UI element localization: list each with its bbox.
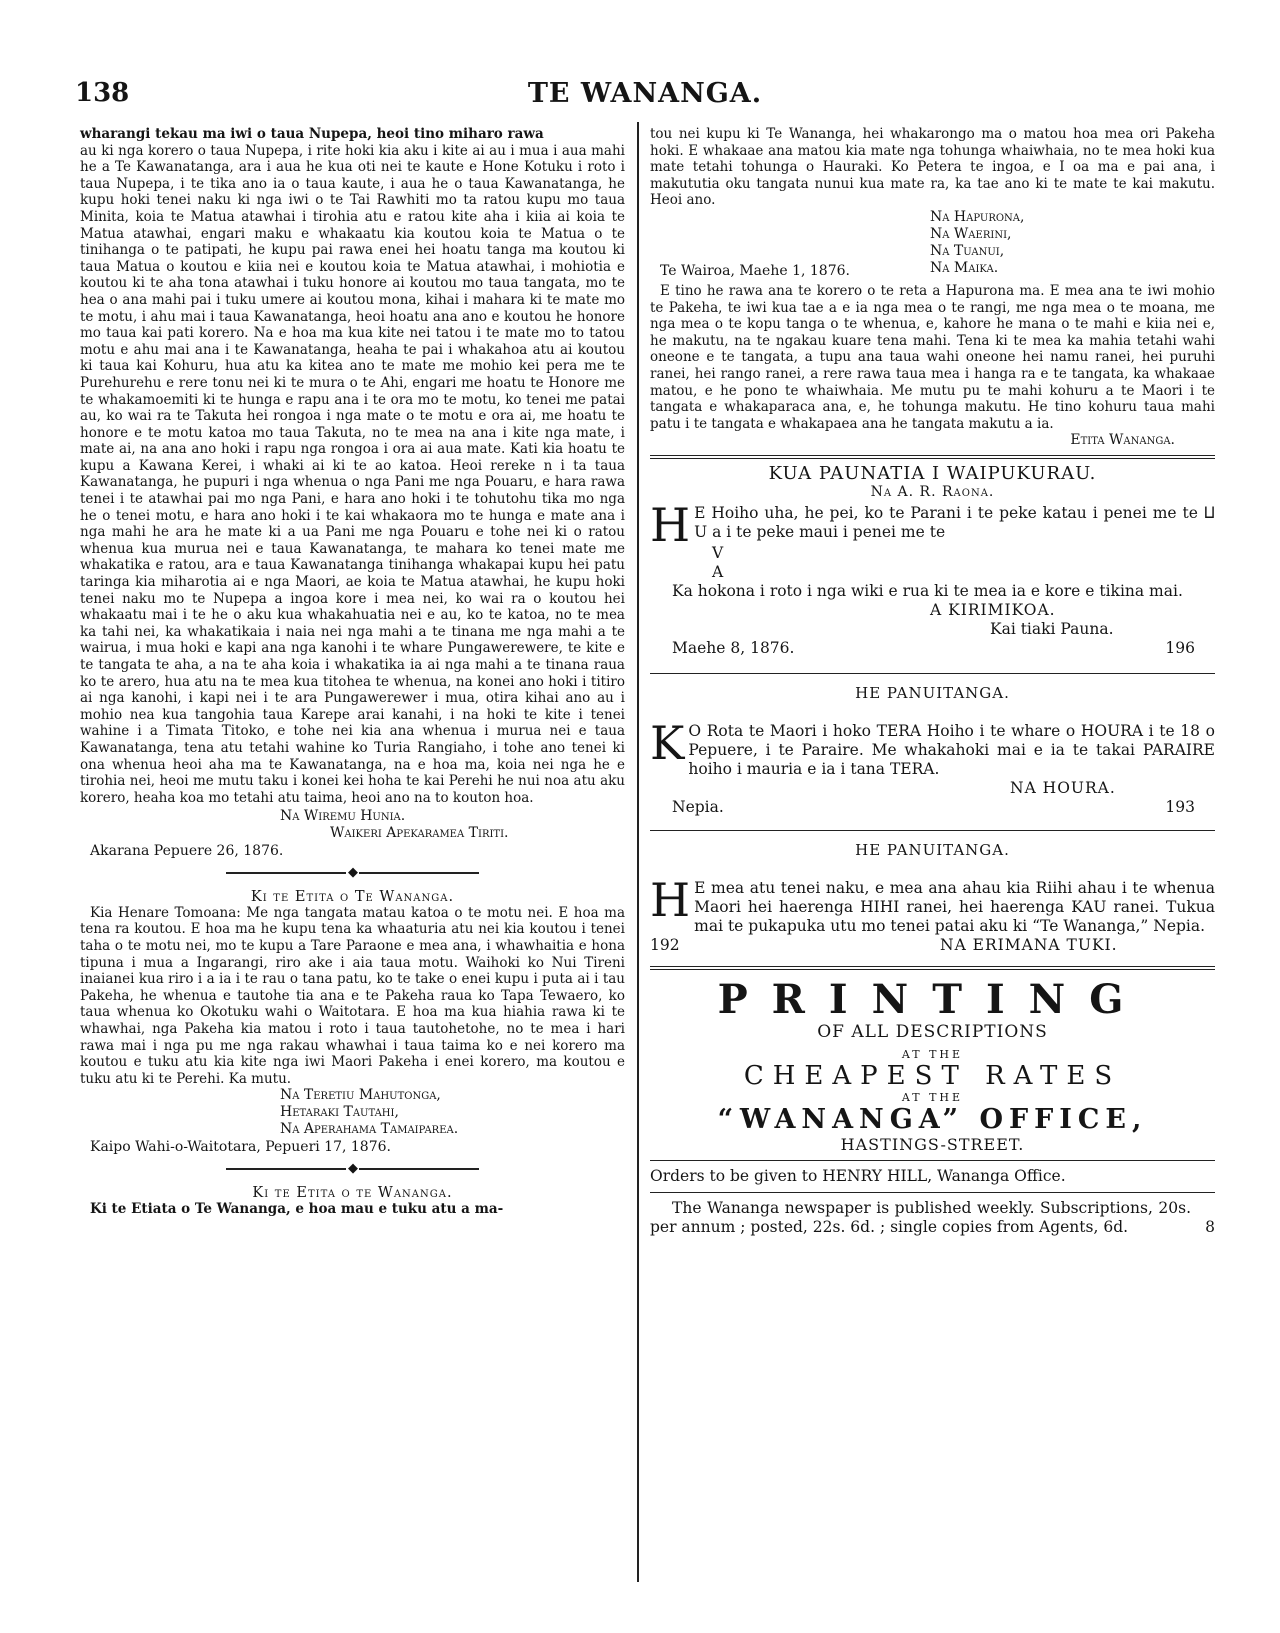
- subscription-notice: The Wananga newspaper is published weekly. Subscriptions, 20s. per annum ; posted, 22s. 6d. ; single copies from Agents, 6d.: [650, 1199, 1191, 1237]
- pound-notice: [650, 463, 1215, 663]
- pound-notice-text: Ka hokona i roto i nga wiki e rua ki te mea ia e kore e tikina mai.: [672, 582, 1183, 601]
- pound-notice-date: Maehe 8, 1876.: [672, 639, 795, 658]
- letter2-signature: Na Aperahama Tamaiparea.: [280, 1121, 459, 1138]
- letter1-first-line: wharangi tekau ma iwi o taua Nupepa, heoi tino miharo rawa: [80, 126, 544, 142]
- letter3-body: Ki te Etiata o Te Wananga, e hoa mau e tuku atu a ma-: [90, 1200, 504, 1217]
- ad-number: 8: [1205, 1218, 1215, 1237]
- pound-notice-role: Kai tiaki Pauna.: [990, 620, 1114, 639]
- printing-advertisement: [650, 978, 1215, 1237]
- notice-title: HE PANUITANGA.: [855, 841, 1010, 860]
- notice-houra: [650, 684, 1215, 820]
- letter3-signature: Na Maika.: [930, 259, 999, 276]
- left-column: [80, 126, 625, 1217]
- printing-orders: Orders to be given to HENRY HILL, Wananga Office.: [650, 1167, 1066, 1186]
- drop-cap: H: [650, 873, 691, 928]
- notice-footer: [650, 936, 1215, 958]
- pound-notice-signer: A KIRIMIKOA.: [930, 601, 1056, 620]
- page-number: 138: [75, 78, 130, 108]
- printing-line: HASTINGS-STREET.: [840, 1135, 1025, 1155]
- printing-title: PRINTING: [717, 976, 1148, 1024]
- printing-line: OF ALL DESCRIPTIONS: [817, 1022, 1048, 1043]
- section-rule: [650, 966, 1215, 970]
- section-rule: [650, 455, 1215, 459]
- section-rule: [650, 1192, 1215, 1193]
- section-rule: [650, 830, 1215, 831]
- column-divider: [637, 122, 639, 1582]
- pound-notice-byline: Na A. R. Raona.: [870, 484, 995, 501]
- ad-number: 192: [650, 936, 680, 955]
- section-rule: [650, 1160, 1215, 1161]
- letter2-signature: Hetaraki Tautahi,: [280, 1104, 399, 1121]
- drop-cap: K: [650, 716, 685, 771]
- page-header: [75, 78, 1215, 112]
- section-rule: [650, 673, 1215, 674]
- ornament-divider: ◆: [80, 1162, 625, 1177]
- ad-number: 193: [1165, 798, 1195, 817]
- notice-title: HE PANUITANGA.: [855, 684, 1010, 703]
- letter3-signature: Na Hapurona,: [930, 208, 1025, 225]
- ornament-divider: ◆: [80, 866, 625, 881]
- ad-number: 196: [1165, 639, 1195, 658]
- pound-notice-title: KUA PAUNATIA I WAIPUKURAU.: [768, 463, 1097, 485]
- notice-place: Nepia.: [672, 798, 724, 817]
- letter3-continued: tou nei kupu ki Te Wananga, hei whakarongo ma o matou hoa mea ori Pakeha hoki. E whakaae ana matou kia mate nga tohunga whaiwhaia, no te mea hoki kua mate tetahi tohunga o Hauraki. Ko Petera te ingoa, e I oa ma e pai ana, i makututia oku tangata nunui kua mate ra, ka tae ano ki te mate te kai makutu. Heoi ano.: [650, 126, 1215, 209]
- letter3-heading: Ki te Etita o te Wananga.: [252, 1184, 453, 1201]
- letter2-heading: Ki te Etita o Te Wananga.: [250, 888, 455, 905]
- right-column: [650, 126, 1215, 1237]
- letter3-signature: Na Tuanui,: [930, 242, 1005, 259]
- brand-mark: A: [712, 563, 724, 582]
- masthead-title: TE WANANGA.: [527, 78, 763, 109]
- editor-reply: E tino he rawa ana te korero o te reta a Hapurona ma. E mea ana te iwi mohio te Pakeha, te iwi kua tae a e ia nga mea o te rangi, me nga mea o te moana, me nga mea o te kopu tanga o te whenua, e, kahore he mana o te mahi e kiia nei e, he makutu, na te ngakau kuare tena mahi. Tena ki te mea ka mahia tetahi wahi oneone e te tangata, a tupu ana taua wahi oneone hei namu ranei, hei puruhi ranei, hei rango ranei, a rere rawa taua mea i hanga ra e te tangata, ka whakaae matou, e he pono te whaiwhaia. Me mutu pu te mahi kohuru a te Maori i te tangata e whakaparaca ana, e, he tohunga makutu. He tino kohuru taua mahi patu i te tangata e whakapaea ana he tangata makutu a ia.: [650, 282, 1215, 432]
- drop-cap: H: [650, 498, 691, 553]
- printing-line: “WANANGA” OFFICE,: [717, 1104, 1148, 1136]
- notice-signer: NA ERIMANA TUKI.: [940, 936, 1118, 955]
- notice-signer: NA HOURA.: [1010, 779, 1116, 798]
- pound-notice-footer: [650, 639, 1215, 663]
- letter2-signature: Na Teretiu Mahutonga,: [280, 1087, 441, 1104]
- letter3-signature: Na Waerini,: [930, 225, 1012, 242]
- printing-line: CHEAPEST RATES: [743, 1061, 1122, 1092]
- brand-mark: ⨿ U: [694, 504, 1215, 542]
- brand-mark: V: [712, 544, 724, 563]
- notice-erimana: [650, 841, 1215, 958]
- pound-notice-text: a i te peke maui i penei me te: [707, 523, 946, 542]
- letter1-address: Waikeri Apekaramea Tiriti.: [330, 825, 509, 842]
- letter1-body: au ki nga korero o taua Nupepa, i rite hoki kia aku i kite ai au i mua i aua mahi he a Te Kawanatanga, ara i aua he kua oti nei te kaute e Hone Kotuku i roto i taua Nupepa, i te tika ano ia o taua kaute, i aua he o taua Kawanatanga, he kupu hoki tenei naku ki nga iwi o te Tai Rawhiti mo ta ratou kupu mo taua Minita, koia te Matua atawhai i tirohia atu e ratou kite aha i kiia ai koia te Matua atawhai, engari maku e whakaatu kia koutou koia te Matua o te tinihanga o te patipati, he kupu pai rawa enei hei hoatu tanga ma koutou ki taua Matua o koutou e kiia nei e koutou koia te Matua atawhai, i mohiotia e koutou ki te aha tona atawhai i tuku honore ai koutou mo taua tangata, mo te hea o ana mahi pai i tuku umere ai koutou mona, kihai i mahara ki te mate mo te motu, i ahu mai i taua Kawanatanga, heoi hoatu ana ano e koutou he honore mo taua kai pati korero. Na e hoa ma kua kite nei tatou i te mate mo to tatou motu e ahu mai ana i te Kawanatanga, heaha te pai i whakahoa atu ai koutou ki taua kai Kohuru, hua atu ka kitea ano te mate me mohio kei pera me te Purehurehu e rere tonu nei ki te mura o te Ahi, engari me hoatu te Honore me te whakamoemiti ki te hunga e rapu ana i te ora mo te motu, ko tenei me patai au, ko wai ra te Takuta hei rongoa i nga mate o te motu e ora ai, me hoatu te honore e te motu katoa mo taua Takuta, no te mea na ana i kite nga mate, i mate ai, na ana ano hoki i rapu nga rongoa i ora ai aua mate. Kati kia hoatu te kupu a Kawana Kerei, i whaki ai ki te ao katoa. Heoi rereke n i ta taua Kawanatanga, he pupuri i nga whenua o nga Pani me nga Pouaru, e hara rawa tenei i te atawhai pai mo nga Pani, e hara ano hoki i te tohutohu tika mo nga he o tenei motu, e hara ano hoki i te kai whakaora mo te hunga e mate ana i nga mahi he ara he mate ki a ua Pani me nga Pouaru e tohe nei ki o ratou whenua kua murua nei e taua Kawanatanga, te mahara ko tenei mate me whakatika e ratou, ara e taua Kawanatanga tinihanga whakapai kupu hei patu taringa kia miharotia ai e nga Maori, ae koia te Matua atawhai, he kupu hoki tenei naku mo te Nupepa a ingoa kore i mea nei, ko wai ra o koutou hei whakaatu mai i te he o aku kua whakahuatia nei e au, ko te katoa, no te mea ka tahi nei, ka whakatikaia i naia nei nga mahi a te tinana me nga mahi a te wairua, i mua hoki e kapi ana nga kanohi i te whare Pungawerewere, te kite e te tangata te aha, a na te aha koia i whakatika ia ai nga mahi a te tinana raua ko te arero, hua atu na te mea kua titohea te whenua, na konei ano hoki i titiro ai nga kanohi, i kapi nei i te ara Pungawerewer i mua, otira kihai ano au i mohio nea kua tangohia taua Karepe arai kanahi, i na hoki te kite i tenei wahine i a Timata Titoko, e tohe nei kia ana whenua i murua nei e taua Kawanatanga, tena atu tetahi wahine ko Turia Rangiaho, i tohe ano tenei ki ona whenua heoi aha ma te Kawanatanga, na e hoa ma, koia nei nga he e tirohia nei, heoi me mutu taku i konei kei hoha te kai Perehi he nui noa atu aku korero, heaha koa mo tetahi atu taima, heoi ano na to kouton hoa.: [80, 142, 625, 806]
- printing-line: AT THE: [901, 1048, 964, 1062]
- pound-notice-text: E Hoiho uha, he pei, ko te Parani i te peke katau i penei me te: [694, 504, 1204, 523]
- editor-signature: Etita Wananga.: [1070, 432, 1175, 449]
- notice-text: E mea atu tenei naku, e mea ana ahau kia Riihi ahau i te whenua Maori hei haerenga HIHI ranei, hei haerenga KAU ranei. Tukua mai te pukapuka utu mo tenei patai aku ki “Te Wananga,” Nepia.: [694, 879, 1215, 936]
- printing-line: AT THE: [901, 1091, 964, 1105]
- letter2-date: Kaipo Wahi-o-Waitotara, Pepueri 17, 1876.: [90, 1139, 391, 1156]
- notice-text: O Rota te Maori i hoko TERA Hoiho i te whare o HOURA i te 18 o Pepuere, i te Paraire. Me whakahoki mai e ia te takai PARAIRE hoiho i mauria e ia i tana TERA.: [688, 722, 1215, 779]
- letter2-body: Kia Henare Tomoana: Me nga tangata matau katoa o te motu nei. E hoa ma tena ra koutou. E hoa ma he kupu tena ka whaaturia atu nei kia koutou i tenei taha o te motu nei, mo te kupu a Tare Paraone e mea ana, i whawhaitia e hona tipuna i mua a Ingarangi, riro ake i aia taua motu. Waihoki ko Nui Tireni inaianei kua riro i a ia i te rau o tana patu, ko te take o enei kupu i puta ai i tau Pakeha, he whenua e tautohe tia ana e te Pakeha raua ko Tapa Tewaero, ko taua whenua ko Okotuku wahi o Waitotara. E hoa ma kua hiahia rawa ki te whawhai, nga Pakeha kia matou i roto i taua tautohetohe, no te mea i hari rawa mai i nga pu me nga rakau whawhai i taua taima ko e nei korero ma koutou e tuku atu kia kite nga iwi Maori Pakeha i enei korero, ma koutou e tuku atu ki te Perehi. Ka mutu.: [80, 904, 625, 1087]
- letter3-date: Te Wairoa, Maehe 1, 1876.: [660, 262, 850, 279]
- letter1-signature: Na Wiremu Hunia.: [280, 808, 406, 825]
- notice-footer: [650, 798, 1215, 820]
- letter1-date: Akarana Pepuere 26, 1876.: [90, 843, 284, 860]
